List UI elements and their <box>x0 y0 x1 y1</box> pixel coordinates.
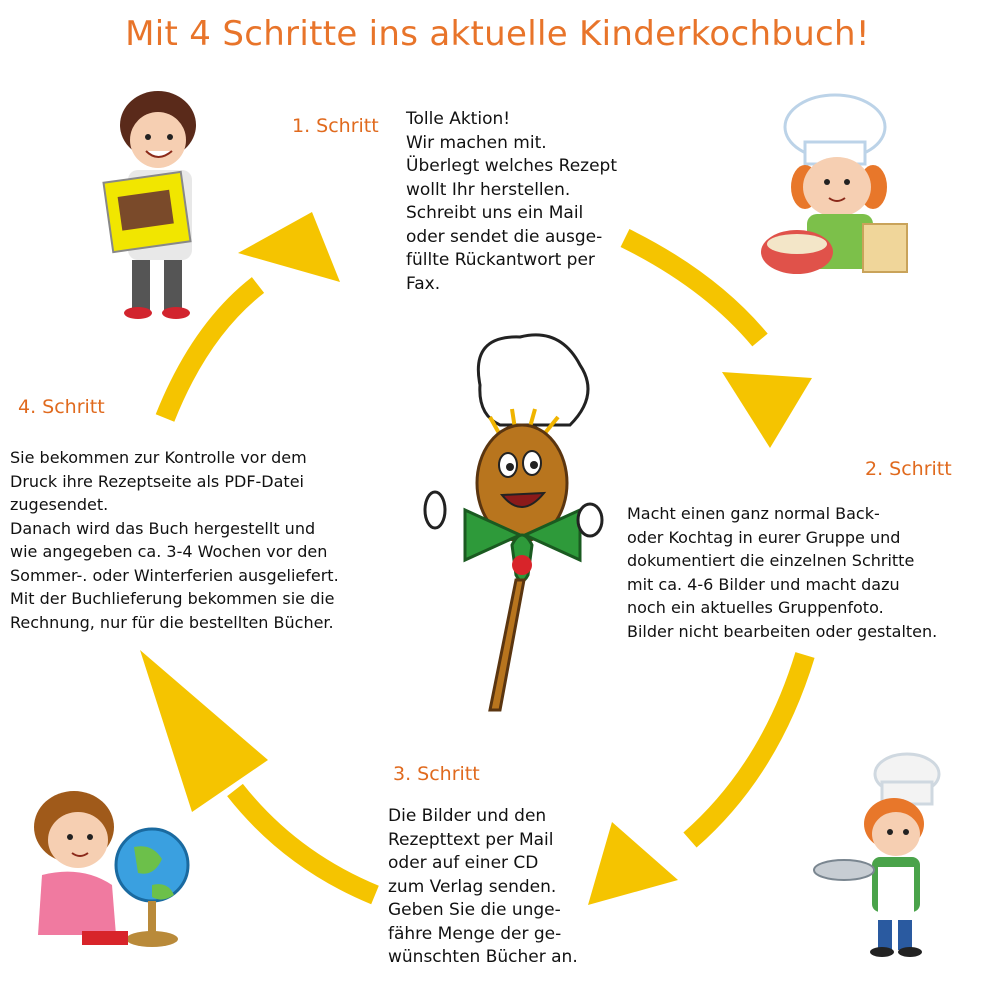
step-1-line: füllte Rückantwort per <box>406 250 595 270</box>
girl-baking-icon <box>745 92 925 292</box>
step-3-line: Rezepttext per Mail <box>388 829 554 850</box>
step-3-line: oder auf einer CD <box>388 853 539 873</box>
step-1-line: oder sendet die ausge- <box>406 226 603 247</box>
step-4-line: Sie bekommen zur Kontrolle vor dem <box>10 448 307 467</box>
step-3-line: Geben Sie die unge- <box>388 900 561 920</box>
step-1-line: Tolle Aktion! <box>406 109 511 129</box>
step-2-line: mit ca. 4-6 Bilder und macht dazu <box>627 574 900 594</box>
step-4-line: Sommer-. oder Winterferien ausgeliefert. <box>10 565 339 585</box>
arrow-1-to-2 <box>625 238 760 340</box>
step-4-line: Druck ihre Rezeptseite als PDF-Datei <box>10 471 304 491</box>
cooking-spoon-mascot-icon <box>420 325 610 715</box>
step-4-text <box>10 446 339 634</box>
step-4-label: 4. Schritt <box>18 396 105 418</box>
step-3-line: Die Bilder und den <box>388 806 547 826</box>
step-1-line: Überlegt welches Rezept <box>406 156 617 176</box>
step-2-text <box>627 502 937 643</box>
step-3-line: fähre Menge der ge- <box>388 923 562 944</box>
arrow-2-to-3 <box>690 655 805 840</box>
arrowhead-1 <box>238 212 340 282</box>
step-1-line: Fax. <box>406 273 441 294</box>
child-holding-book-icon <box>90 85 230 325</box>
step-1-line: Schreibt uns ein Mail <box>406 203 584 223</box>
step-3-label: 3. Schritt <box>393 763 480 785</box>
step-2-line: Bilder nicht bearbeiten oder gestalten. <box>627 621 938 641</box>
girl-with-globe-icon <box>12 785 197 960</box>
step-1-line: wollt Ihr herstellen. <box>406 179 571 200</box>
step-3-text <box>388 805 578 970</box>
boy-chef-icon <box>812 752 962 962</box>
step-3-line: zum Verlag senden. <box>388 876 557 897</box>
step-1-label: 1. Schritt <box>292 115 379 137</box>
page-title: Mit 4 Schritte ins aktuelle Kinderkochbuch! <box>125 14 870 54</box>
step-2-line: dokumentiert die einzelnen Schritte <box>627 551 915 570</box>
step-3-line: wünschten Bücher an. <box>388 947 578 967</box>
step-4-line: Rechnung, nur für die bestellten Bücher. <box>10 612 334 632</box>
step-1-text <box>406 108 617 296</box>
step-1-line: Wir machen mit. <box>406 132 547 153</box>
step-4-line: Mit der Buchlieferung bekommen sie die <box>10 589 335 608</box>
arrow-3-to-4 <box>235 790 375 895</box>
step-4-line: wie angegeben ca. 3-4 Wochen vor den <box>10 542 328 561</box>
step-2-line: oder Kochtag in eurer Gruppe und <box>627 527 901 547</box>
step-4-line: Danach wird das Buch hergestellt und <box>10 518 316 538</box>
step-2-line: Macht einen ganz normal Back- <box>627 504 880 523</box>
step-2-label: 2. Schritt <box>865 458 952 480</box>
step-2-line: noch ein aktuelles Gruppenfoto. <box>627 598 884 617</box>
arrowhead-3 <box>588 822 678 905</box>
step-4-line: zugesendet. <box>10 495 109 514</box>
arrowhead-2 <box>722 372 812 448</box>
